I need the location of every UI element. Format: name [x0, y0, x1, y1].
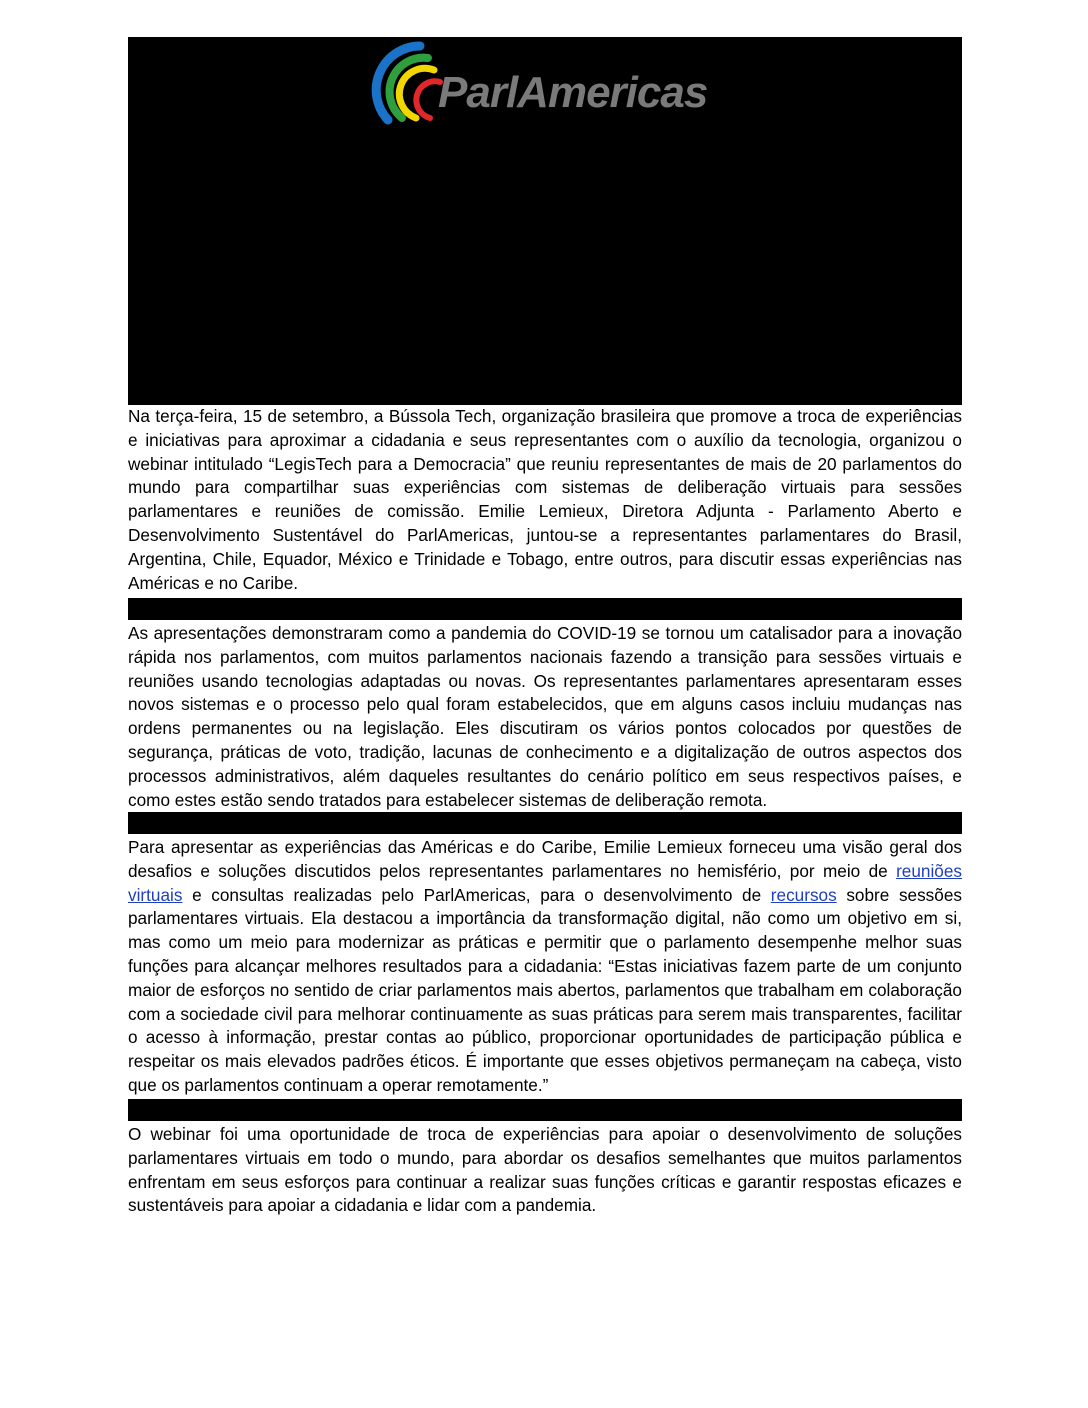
paragraph-3-part3: sobre sessões parlamentares virtuais. Ela destacou a importância da transformação digital, não como um objetivo em si, mas como um meio para modernizar as práticas e permitir que o parlamento desempenhe melhor suas funções para alcançar melhores resultados para a cidadania: “Estas iniciativas fazem parte de um conjunto maior de esforços no sentido de criar parlamentos mais abertos, parlamentos que trabalham em colaboração com a sociedade civil para melhorar continuamente as suas práticas para serem mais transparentes, facilitar o acesso à informação, prestar contas ao público, proporcionar oportunidades de participação pública e respeitar os mais elevados padrões éticos. É importante que esses objetivos permaneçam na cabeça, visto que os parlamentos continuam a operar remotamente.” [128, 884, 962, 1095]
recursos-link[interactable]: recursos [770, 884, 837, 905]
paragraph-2 [128, 622, 962, 812]
paragraph-4 [128, 1123, 962, 1218]
paragraph-3-part2: e consultas realizadas pelo ParlAmericas, para o desenvolvimento de [182, 884, 771, 905]
paragraph-1-text: Na terça-feira, 15 de setembro, a Bússola Tech, organização brasileira que promove a troca de experiências e iniciativas para aproximar a cidadania e seus representantes com o auxílio da tecnologia, organizou o webinar intitulado “LegisTech para a Democracia” que reuniu representantes de mais de 20 parlamentos do mundo para compartilhar suas experiências com sistemas de deliberação virtuais para sessões parlamentares e reuniões de comissão. Emilie Lemieux, Diretora Adjunta - Parlamento Aberto e Desenvolvimento Sustentável do ParlAmericas, juntou-se a representantes parlamentares do Brasil, Argentina, Chile, Equador, México e Trinidade e Tobago, entre outros, para discutir essas experiências nas Américas e no Caribe. [128, 406, 962, 593]
parlamericas-logo [358, 40, 748, 130]
paragraph-4-text: O webinar foi uma oportunidade de troca de experiências para apoiar o desenvolvimento de soluções parlamentares virtuais em todo o mundo, para abordar os desafios semelhantes que muitos parlamentos enfrentam em seus esforços para continuar a realizar suas funções críticas e garantir respostas eficazes e sustentáveis para apoiar a cidadania e lidar com a pandemia. [128, 1124, 962, 1216]
redaction-bar [128, 598, 962, 620]
paragraph-3-part1: Para apresentar as experiências das Américas e do Caribe, Emilie Lemieux forneceu uma visão geral dos desafios e soluções discutidos pelos representantes parlamentares no hemisfério, por meio de [128, 837, 962, 881]
redaction-bar [128, 812, 962, 834]
paragraph-1 [128, 405, 962, 595]
paragraph-3-text [128, 837, 962, 1095]
paragraph-2-text: As apresentações demonstraram como a pandemia do COVID-19 se tornou um catalisador para a inovação rápida nos parlamentos, com muitos parlamentos nacionais fazendo a transição para sessões virtuais e reuniões usando tecnologias adaptadas ou novas. Os representantes parlamentares apresentaram esses novos sistemas e o processo pelo qual foram estabelecidos, que em alguns casos incluiu mudanças nas ordens permanentes ou na legislação. Eles discutiram os vários pontos colocados por questões de segurança, práticas de voto, tradição, lacunas de conhecimento e a digitalização de outros aspectos dos processos administrativos, além daqueles resultantes do cenário político em seus respectivos países, e como estes estão sendo tratados para estabelecer sistemas de deliberação remota. [128, 623, 962, 810]
logo-wordmark: ParlAmericas [438, 68, 708, 117]
paragraph-3 [128, 836, 962, 1098]
reunioes-virtuais-link[interactable]: reuniões virtuais [128, 860, 962, 905]
redaction-bar [128, 1099, 962, 1121]
